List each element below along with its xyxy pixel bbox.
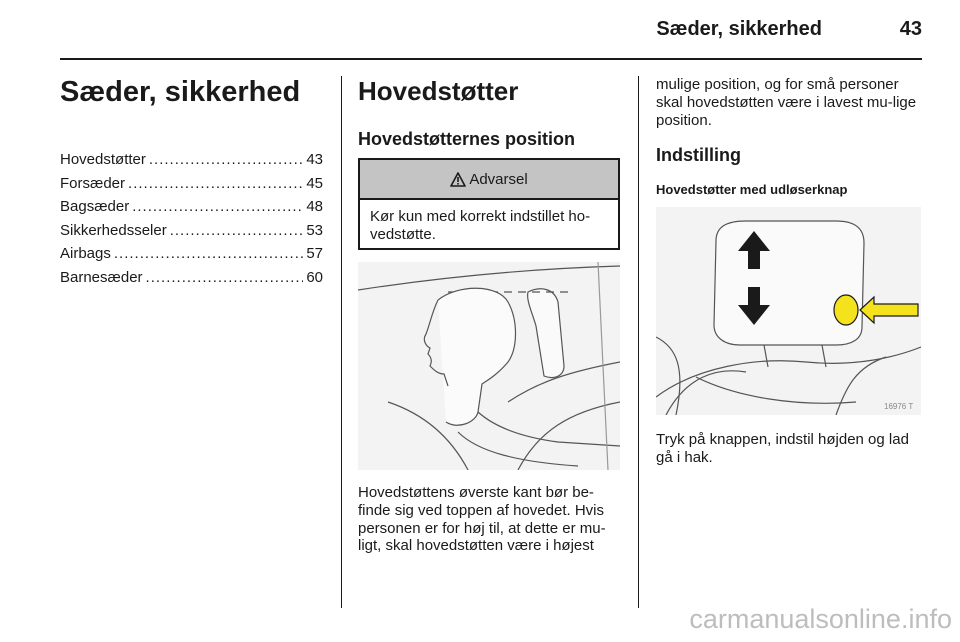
warning-label: Advarsel bbox=[469, 170, 528, 188]
headrest-release-button-illustration bbox=[656, 207, 921, 415]
toc-item-page: 53 bbox=[306, 221, 323, 239]
toc-item-page: 45 bbox=[306, 174, 323, 192]
toc-item[interactable] bbox=[60, 195, 323, 219]
adjustment-title: Indstilling bbox=[656, 145, 741, 165]
toc-leader bbox=[132, 195, 303, 219]
section-title: Hovedstøtter bbox=[358, 76, 519, 106]
running-header-title: Sæder, sikkerhed bbox=[656, 18, 822, 40]
column-divider-left bbox=[341, 76, 342, 608]
warning-text: Kør kun med korrekt indstillet ho-vedstøtte. bbox=[370, 208, 591, 243]
toc-item-page: 48 bbox=[306, 198, 323, 216]
page-number: 43 bbox=[899, 18, 922, 40]
toc-item-label: Airbags bbox=[60, 245, 111, 263]
toc-item[interactable] bbox=[60, 242, 323, 266]
toc-leader bbox=[149, 148, 303, 172]
toc-item-label: Sikkerhedsseler bbox=[60, 221, 167, 239]
watermark: carmanualsonline.info bbox=[689, 604, 952, 634]
toc-item-label: Bagsæder bbox=[60, 198, 130, 216]
figure-code: 16976 T bbox=[884, 402, 914, 411]
toc-item[interactable] bbox=[60, 148, 323, 172]
toc-leader bbox=[114, 242, 303, 266]
toc-item[interactable] bbox=[60, 219, 323, 243]
toc-item-label: Barnesæder bbox=[60, 268, 143, 286]
headrest-position-illustration bbox=[358, 262, 620, 470]
warning-box bbox=[358, 158, 620, 250]
toc-item[interactable] bbox=[60, 172, 323, 196]
adjustment-subtitle: Hovedstøtter med udløserknap bbox=[656, 182, 848, 197]
body-paragraph-adjustment: Tryk på knappen, indstil højden og lad gå i hak. bbox=[656, 431, 909, 466]
toc-item-page: 43 bbox=[306, 151, 323, 168]
toc-item-page: 60 bbox=[306, 268, 323, 286]
table-of-contents bbox=[60, 148, 323, 290]
toc-item-page: 57 bbox=[306, 245, 323, 263]
warning-triangle-icon bbox=[450, 172, 466, 187]
body-paragraph-continued: mulige position, og for små personer skal hovedstøtten være i lavest mu-lige position. bbox=[656, 76, 917, 129]
toc-leader bbox=[128, 172, 303, 196]
toc-item-label: Forsæder bbox=[60, 174, 126, 192]
toc-item-label: Hovedstøtter bbox=[60, 151, 146, 168]
toc-leader bbox=[170, 219, 304, 243]
column-divider-right bbox=[638, 76, 639, 608]
chapter-title: Sæder, sikkerhed bbox=[60, 76, 301, 108]
warning-header bbox=[360, 160, 618, 200]
section-subtitle: Hovedstøtternes position bbox=[358, 129, 576, 149]
toc-leader bbox=[146, 266, 304, 290]
header-rule bbox=[60, 58, 922, 60]
release-button bbox=[834, 295, 858, 325]
body-paragraph-headrest-height: Hovedstøttens øverste kant bør be-finde sig ved toppen af hovedet. Hvis personen er for høj til, at dette er mu-ligt, skal hovedstøtten være i højest bbox=[358, 484, 606, 555]
toc-item[interactable] bbox=[60, 266, 323, 290]
